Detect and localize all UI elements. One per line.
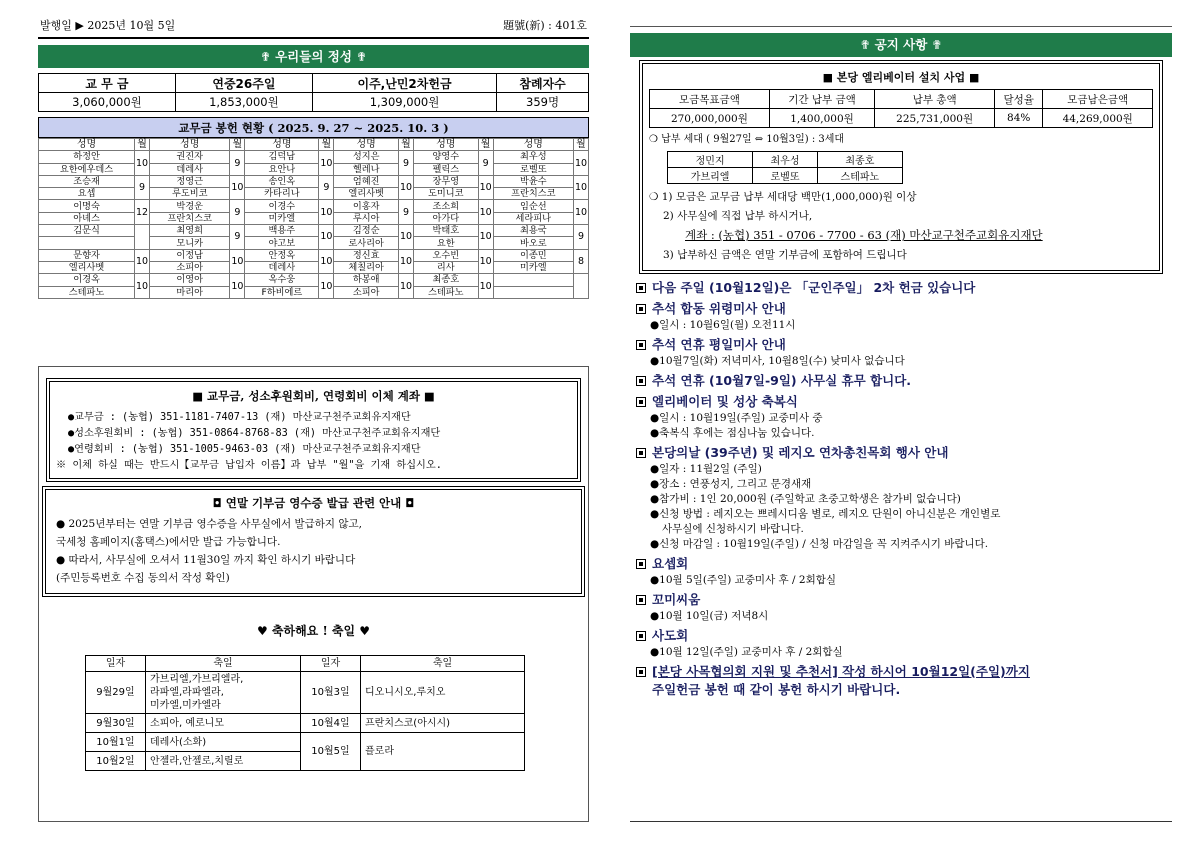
- table-row: [39, 225, 589, 237]
- roster-month: 10: [230, 175, 245, 200]
- feast-names: 프란치스코(아시시): [361, 714, 525, 733]
- roster-name: 박경운: [150, 200, 230, 212]
- feast-header: 일자: [301, 656, 361, 672]
- elevator-period-note: ❍ 납부 세대 ( 9월27일 ⇔ 10월3일) : 3세대: [649, 134, 845, 145]
- roster-header: 월: [230, 139, 245, 151]
- feast-date: 10월5일: [301, 733, 361, 771]
- elevator-box: [642, 63, 1160, 271]
- household-name: 가브리엘: [668, 168, 753, 184]
- roster-name: 최영희: [150, 225, 230, 237]
- table-row: [39, 200, 589, 212]
- roster-month: 9: [398, 200, 413, 225]
- square-bullet-icon: [636, 559, 646, 569]
- final-announcement-text: [본당 사목협의회 지원 및 추천서] 작성 하시어 10월12일(주일)까지: [652, 664, 1030, 679]
- roster-name: 권진자: [150, 151, 230, 163]
- roster-baptismal-name: 엘리사벳: [334, 188, 399, 200]
- table-row: [39, 274, 589, 286]
- table-row: [39, 286, 589, 298]
- roster-baptismal-name: 미카엘: [245, 212, 319, 224]
- offering-title: ✟ 우리들의 정성 ✟: [38, 45, 589, 68]
- table-row: [39, 261, 589, 273]
- feast-date: 9월30일: [86, 714, 146, 733]
- roster-month: 10: [478, 225, 493, 250]
- announcement-heading-text: 본당의날 (39주년) 및 레지오 연차총친목회 행사 안내: [652, 445, 949, 460]
- square-bullet-icon: [636, 631, 646, 641]
- roster-baptismal-name: 데레사: [150, 163, 230, 175]
- announcement-heading: [636, 393, 1172, 411]
- offering-header: 이주,난민2차헌금: [312, 74, 496, 93]
- square-bullet-icon: [636, 340, 646, 350]
- roster-baptismal-name: 펠릭스: [413, 163, 478, 175]
- roster-baptismal-name: 루도비코: [150, 188, 230, 200]
- roster-baptismal-name: 모니카: [150, 237, 230, 249]
- announcement-line: ●참가비 : 1인 20,000원 (주일학교 초중고학생은 참가비 없습니다): [650, 493, 961, 505]
- feast-date: 10월4일: [301, 714, 361, 733]
- elevator-header: 납부 총액: [875, 90, 995, 109]
- elevator-value: 225,731,000원: [875, 109, 995, 128]
- announcement-line: ●10월 12일(주일) 교중미사 후 / 2회합실: [650, 646, 843, 658]
- announcement-heading-text: 사도회: [652, 628, 689, 643]
- roster-month: 10: [398, 175, 413, 200]
- announcement-list: [636, 279, 1172, 699]
- roster-month: 10: [478, 249, 493, 274]
- roster-name: 송인옥: [245, 175, 319, 187]
- account-line: ●교무금 : (농협) 351-1181-7407-13 (재) 마산교구천주교회유지재단: [68, 412, 411, 423]
- roster-header: 성명: [493, 139, 573, 151]
- roster-baptismal-name: 스테파노: [39, 286, 135, 298]
- elevator-line: 3) 납부하신 금액은 연말 기부금에 포함하여 드립니다: [663, 249, 907, 261]
- feast-header: 축일: [146, 656, 301, 672]
- roster-baptismal-name: 리사: [413, 261, 478, 273]
- roster-baptismal-name: 세라피나: [493, 212, 573, 224]
- roster-month: 9: [398, 151, 413, 176]
- issue-date: 발행일 ▶ 2025년 10월 5일: [40, 19, 176, 32]
- roster-name: 정신효: [334, 249, 399, 261]
- roster-name: 백용주: [245, 225, 319, 237]
- roster-name: [493, 274, 573, 286]
- square-bullet-icon: [636, 595, 646, 605]
- roster-baptismal-name: 엘리사벳: [39, 261, 135, 273]
- roster-header: 월: [319, 139, 334, 151]
- roster-name: 박윤수: [493, 175, 573, 187]
- roster-header: 성명: [39, 139, 135, 151]
- roster-name: 최종호: [413, 274, 478, 286]
- roster-month: 10: [574, 200, 589, 225]
- elevator-header: 기간 납부 금액: [769, 90, 874, 109]
- table-row: [39, 175, 589, 187]
- roster-month: 9: [319, 175, 334, 200]
- announcement-heading-text: 요셉회: [652, 556, 689, 571]
- roster-baptismal-name: [39, 237, 135, 249]
- roster-name: 이홍자: [334, 200, 399, 212]
- roster-month: 9: [230, 200, 245, 225]
- household-name: 스테파노: [817, 168, 902, 184]
- announcement-heading: [636, 555, 1172, 573]
- receipt-line: ● 2025년부터는 연말 기부금 영수증을 사무실에서 발급하지 않고,: [56, 518, 363, 530]
- offering-header: 참례자수: [497, 74, 589, 93]
- announcement-heading-text: 추석 합동 위령미사 안내: [652, 301, 786, 316]
- elevator-account: 계좌 : (농협) 351 - 0706 - 7700 - 63 (재) 마산교구천주교회유지재단: [685, 228, 1043, 242]
- feast-name-line: 라파엘,라파엘라,: [150, 687, 224, 698]
- account-line: ●성소후원회비 : (농협) 351-0864-8768-83 (재) 마산교구천주교회유지재단: [68, 428, 441, 439]
- square-bullet-icon: [636, 397, 646, 407]
- roster-month: 10: [574, 175, 589, 200]
- feast-date: 10월3일: [301, 672, 361, 714]
- roster-baptismal-name: 체칠리아: [334, 261, 399, 273]
- roster-month: 9: [230, 225, 245, 250]
- roster-header: 월: [398, 139, 413, 151]
- roster-month: 10: [398, 225, 413, 250]
- left-column: [38, 14, 589, 822]
- announcement-line: ●신청 마감일 : 10월19일(주일) / 신청 마감일을 꼭 지켜주시기 바랍니다.: [650, 538, 989, 550]
- square-bullet-icon: [636, 283, 646, 293]
- roster-name: 이경옥: [39, 274, 135, 286]
- roster-month: 12: [135, 200, 150, 225]
- accounts-section: [38, 366, 589, 822]
- table-row: [39, 237, 589, 249]
- roster-month: 10: [398, 249, 413, 274]
- feast-date: 10월1일: [86, 733, 146, 752]
- announcement-line: ●10월7일(화) 저녁미사, 10월8일(수) 낮미사 없습니다: [650, 355, 905, 367]
- roster-table: [38, 138, 589, 299]
- roster-name: 성지은: [334, 151, 399, 163]
- roster-baptismal-name: 도미니코: [413, 188, 478, 200]
- roster-baptismal-name: 로벨또: [493, 163, 573, 175]
- elevator-value: 270,000,000원: [650, 109, 770, 128]
- elevator-header: 달성율: [995, 90, 1043, 109]
- announcement-line: ●10월 10일(금) 저녁8시: [650, 610, 769, 622]
- elevator-account-line: [649, 226, 1153, 246]
- roster-month: 10: [319, 225, 334, 250]
- announcement-line: ●일시 : 10월19일(주일) 교중미사 중: [650, 412, 823, 424]
- roster-baptismal-name: 요한: [413, 237, 478, 249]
- roster-name: 오수빈: [413, 249, 478, 261]
- roster-header: 성명: [245, 139, 319, 151]
- roster-name: 이정남: [150, 249, 230, 261]
- right-column: [630, 26, 1172, 822]
- announcement-line: ●장소 : 연풍성지, 그리고 문경새재: [650, 478, 812, 490]
- table-row: [39, 151, 589, 163]
- roster-header: 성명: [334, 139, 399, 151]
- roster-baptismal-name: 프란치스코: [493, 188, 573, 200]
- roster-name: 이경수: [245, 200, 319, 212]
- roster-name: 문향자: [39, 249, 135, 261]
- household-name: 정민지: [668, 152, 753, 168]
- announcement-line: ●일자 : 11월2일 (주일): [650, 463, 762, 475]
- announcement-heading-text: 꼬미씨움: [652, 592, 701, 607]
- offering-table: [38, 73, 589, 112]
- offering-value: 3,060,000원: [39, 93, 176, 112]
- roster-month: 10: [478, 175, 493, 200]
- table-row: [39, 249, 589, 261]
- roster-baptismal-name: 스테파노: [413, 286, 478, 298]
- roster-baptismal-name: 프란치스코: [150, 212, 230, 224]
- roster-baptismal-name: 루시아: [334, 212, 399, 224]
- roster-month: 9: [135, 175, 150, 200]
- elevator-title: ■ 본당 엘리베이터 설치 사업 ■: [822, 71, 980, 84]
- feast-name-line: 가브리엘,가브리엘라,: [150, 674, 244, 685]
- feast-date: 10월2일: [86, 752, 146, 771]
- announcement-heading: [636, 372, 1172, 390]
- roster-baptismal-name: 바오로: [493, 237, 573, 249]
- household-name: 최우성: [753, 152, 817, 168]
- roster-header: 월: [478, 139, 493, 151]
- feast-title: ♥ 축하해요 ! 축일 ♥: [256, 624, 371, 638]
- roster-name: 박태호: [413, 225, 478, 237]
- roster-name: 김문식: [39, 225, 135, 237]
- roster-month: [135, 225, 150, 250]
- roster-baptismal-name: [493, 286, 573, 298]
- accounts-box: [49, 381, 578, 479]
- roster-month: 8: [574, 249, 589, 274]
- elevator-line: 2) 사무실에 직접 납부 하시거나,: [663, 210, 813, 222]
- roster-name: 이종민: [493, 249, 573, 261]
- elevator-header: 모금목표금액: [650, 90, 770, 109]
- roster-month: 10: [574, 151, 589, 176]
- table-row: [39, 188, 589, 200]
- announcement-heading: [636, 591, 1172, 609]
- roster-month: 10: [230, 249, 245, 274]
- roster-baptismal-name: 카타리나: [245, 188, 319, 200]
- accounts-note: ※ 이체 하실 때는 반드시【교무금 납입자 이름】과 납부 "월"을 기재 하십시오.: [56, 460, 442, 471]
- announcement-heading: [636, 279, 1172, 297]
- roster-baptismal-name: 소피아: [334, 286, 399, 298]
- elevator-header: 모금남은금액: [1043, 90, 1153, 109]
- roster-name: 하정안: [39, 151, 135, 163]
- roster-name: 이영아: [150, 274, 230, 286]
- roster-header: 성명: [413, 139, 478, 151]
- roster-baptismal-name: 마리아: [150, 286, 230, 298]
- roster-name: 조소희: [413, 200, 478, 212]
- roster-month: 10: [230, 274, 245, 299]
- household-name: 최종호: [817, 152, 902, 168]
- household-name: 로벨또: [753, 168, 817, 184]
- announcement-line: ●10월 5일(주일) 교중미사 후 / 2회합실: [650, 574, 837, 586]
- roster-month: 10: [319, 151, 334, 176]
- announcement-heading: [636, 444, 1172, 462]
- roster-header: 월: [135, 139, 150, 151]
- roster-name: 이명숙: [39, 200, 135, 212]
- roster-month: 10: [398, 274, 413, 299]
- offering-header: 교 무 금: [39, 74, 176, 93]
- elevator-table: [649, 89, 1153, 128]
- roster-name: 조승재: [39, 175, 135, 187]
- roster-month: 10: [319, 274, 334, 299]
- elevator-line: ❍ 1) 모금은 교무금 납부 세대당 백만(1,000,000)원 이상: [649, 191, 917, 203]
- elevator-value: 44,269,000원: [1043, 109, 1153, 128]
- square-bullet-icon: [636, 376, 646, 386]
- announcement-line: 사무실에 신청하시기 바랍니다.: [662, 523, 804, 535]
- final-announcement-heading: [636, 663, 1172, 681]
- roster-name: 장무영: [413, 175, 478, 187]
- announcement-heading-text: 추석 연휴 평일미사 안내: [652, 337, 786, 352]
- roster-month: 10: [319, 200, 334, 225]
- roster-baptismal-name: 요한에우데스: [39, 163, 135, 175]
- roster-month: 10: [135, 151, 150, 176]
- roster-month: 10: [478, 200, 493, 225]
- roster-baptismal-name: 요셉: [39, 188, 135, 200]
- announcement-heading: [636, 300, 1172, 318]
- final-announcement-text: 주일헌금 봉헌 때 같이 봉헌 하시기 바랍니다.: [652, 682, 901, 697]
- issue-number: 題號(新) : 401호: [503, 19, 587, 32]
- roster-month: 10: [478, 274, 493, 299]
- elevator-value: 1,400,000원: [769, 109, 874, 128]
- roster-month: 10: [135, 249, 150, 274]
- feast-name-line: 미카엘,미카엘라: [150, 700, 221, 711]
- square-bullet-icon: [636, 667, 646, 677]
- roster-baptismal-name: 아가다: [413, 212, 478, 224]
- roster-baptismal-name: F하비에르: [245, 286, 319, 298]
- feast-names: 안젤라,안젤로,치릴로: [146, 752, 301, 771]
- roster-name: 김덕남: [245, 151, 319, 163]
- roster-name: 정영근: [150, 175, 230, 187]
- feast-header: 축일: [361, 656, 525, 672]
- roster-month: 10: [135, 274, 150, 299]
- feast-names: 데레사(소화): [146, 733, 301, 752]
- roster-baptismal-name: 야고보: [245, 237, 319, 249]
- roster-name: 엄혜진: [334, 175, 399, 187]
- roster-baptismal-name: 아녜스: [39, 212, 135, 224]
- receipt-title: ◘ 연말 기부금 영수증 발급 관련 안내 ◘: [212, 496, 415, 510]
- offering-value: 1,853,000원: [175, 93, 312, 112]
- elevator-value: 84%: [995, 109, 1043, 128]
- feast-names: 소피아, 예로니모: [146, 714, 301, 733]
- offering-value: 1,309,000원: [312, 93, 496, 112]
- roster-header: 월: [574, 139, 589, 151]
- roster-baptismal-name: 요안나: [245, 163, 319, 175]
- feast-header: 일자: [86, 656, 146, 672]
- feast-names: 디오니시오,루치오: [361, 672, 525, 714]
- notice-title: ✟ 공지 사항 ✟: [630, 33, 1172, 57]
- offering-value: 359명: [497, 93, 589, 112]
- feast-names: [146, 672, 301, 714]
- feast-date: 9월29일: [86, 672, 146, 714]
- roster-baptismal-name: 헬레나: [334, 163, 399, 175]
- square-bullet-icon: [636, 304, 646, 314]
- announcement-heading-text: 추석 연휴 (10월7일-9일) 사무실 휴무 합니다.: [652, 373, 912, 388]
- feast-table: [85, 655, 525, 771]
- announcement-line: ●일시 : 10월6일(월) 오전11시: [650, 319, 796, 331]
- announcement-heading-text: 엘리베이터 및 성상 축복식: [652, 394, 798, 409]
- roster-baptismal-name: 소피아: [150, 261, 230, 273]
- announcement-heading: [636, 627, 1172, 645]
- receipt-line: 국세청 홈페이지(홈택스)에서만 발급 가능합니다.: [56, 536, 281, 548]
- roster-month: 9: [478, 151, 493, 176]
- accounts-title: ■ 교무금, 성소후원회비, 연령회비 이체 계좌 ■: [192, 389, 435, 403]
- roster-name: 옥수웅: [245, 274, 319, 286]
- roster-month: [574, 274, 589, 299]
- roster-month: 10: [319, 249, 334, 274]
- table-row: [39, 212, 589, 224]
- account-line: ●연령회비 : (농협) 351-1005-9463-03 (재) 마산교구천주교회유지재단: [68, 444, 421, 455]
- roster-name: 최우성: [493, 151, 573, 163]
- offering-header: 연중26주일: [175, 74, 312, 93]
- receipt-line: ● 따라서, 사무실에 오셔서 11월30일 까지 확인 하시기 바랍니다: [56, 554, 356, 566]
- announcement-heading-text: 다음 주일 (10월12일)은 「군인주일」 2차 헌금 있습니다: [652, 280, 976, 295]
- roster-name: 임순선: [493, 200, 573, 212]
- roster-name: 김정순: [334, 225, 399, 237]
- table-row: [39, 163, 589, 175]
- roster-baptismal-name: 로사리아: [334, 237, 399, 249]
- roster-name: 양영수: [413, 151, 478, 163]
- roster-baptismal-name: 데레사: [245, 261, 319, 273]
- roster-baptismal-name: 미카엘: [493, 261, 573, 273]
- announcement-line: ●축복식 후에는 점심나눔 있습니다.: [650, 427, 815, 439]
- feast-names: 플로라: [361, 733, 525, 771]
- roster-name: 최용국: [493, 225, 573, 237]
- roster-title: 교무금 봉헌 현황 ( 2025. 9. 27 ~ 2025. 10. 3 ): [38, 117, 589, 138]
- roster-month: 9: [230, 151, 245, 176]
- receipt-line: (주민등록번호 수집 동의서 작성 확인): [56, 572, 230, 584]
- announcement-heading: [636, 336, 1172, 354]
- announcement-line: ●신청 방법 : 레지오는 쁘레시디움 별로, 레지오 단원이 아니신분은 개인별로: [650, 508, 1001, 520]
- square-bullet-icon: [636, 448, 646, 458]
- roster-header: 성명: [150, 139, 230, 151]
- receipt-box: [45, 489, 582, 594]
- household-table: [667, 151, 903, 184]
- roster-name: 하봉애: [334, 274, 399, 286]
- issue-header: [38, 14, 589, 39]
- roster-month: 9: [574, 225, 589, 250]
- roster-name: 안정옥: [245, 249, 319, 261]
